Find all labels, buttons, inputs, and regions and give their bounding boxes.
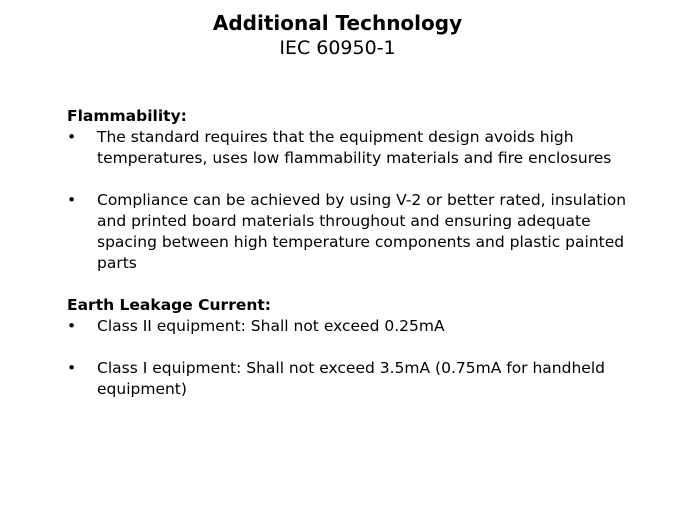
title-block bbox=[0, 11, 675, 60]
bullet-icon: • bbox=[67, 359, 77, 377]
slide-subtitle: IEC 60950-1 bbox=[279, 37, 396, 59]
section-heading-flammability: Flammability: bbox=[67, 107, 187, 125]
list-item-text: Class I equipment: Shall not exceed 3.5mA (0.75mA for handheld equipment) bbox=[97, 359, 605, 398]
slide-title: Additional Technology bbox=[212, 11, 463, 35]
list-item bbox=[67, 316, 627, 337]
list-item-text: Compliance can be achieved by using V-2 or better rated, insulation and printed board materials throughout and ensuring adequate spacing between high temperature components and plastic painted parts bbox=[97, 191, 627, 272]
bullet-icon: • bbox=[67, 128, 77, 146]
list-item-text: The standard requires that the equipment design avoids high temperatures, uses low flammability materials and fire enclosures bbox=[97, 128, 612, 167]
list-item-text: Class II equipment: Shall not exceed 0.25mA bbox=[97, 317, 445, 335]
list-item bbox=[67, 190, 627, 274]
bullet-icon: • bbox=[67, 317, 77, 335]
flammability-list bbox=[67, 127, 627, 274]
slide-content bbox=[67, 106, 627, 400]
bullet-icon: • bbox=[67, 191, 77, 209]
list-item bbox=[67, 127, 627, 169]
list-item bbox=[67, 358, 627, 400]
section-heading-earth-leakage: Earth Leakage Current: bbox=[67, 296, 272, 314]
earth-leakage-list bbox=[67, 316, 627, 400]
